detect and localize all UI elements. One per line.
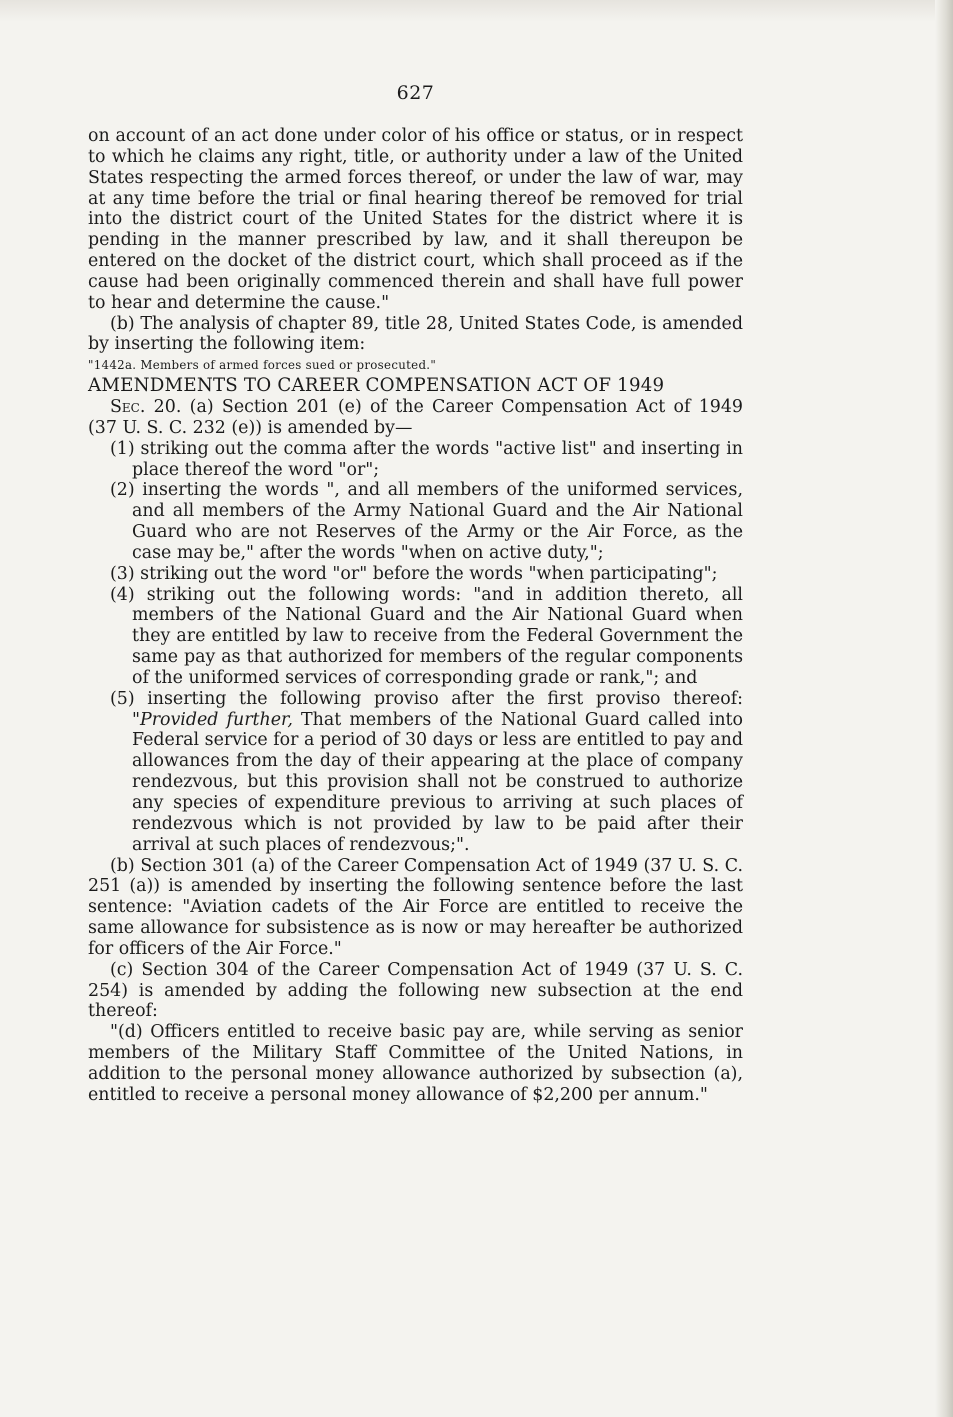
section-20-a-text: (a) Section 201 (e) of the Career Compensation Act of 1949 (37 U. S. C. 232 (e)) is amended by— [88,396,743,438]
statute-text [88,126,743,1106]
continuation-paragraph: on account of an act done under color of his office or status, or in respect to which he claims any right, title, or authority under a law of the United States respecting the armed forces thereof, or under the law of war, may at any time before the trial or final hearing thereof be removed for trial into the district court of the United States for the district where it is pending in the manner prescribed by law, and it shall thereupon be entered on the docket of the district court, which shall proceed as if the cause had been originally commenced therein and shall have full power to hear and determine the cause." [88,126,743,313]
clause-5-start: (5) inserting the following proviso after the first proviso thereof: " [110,688,743,730]
inserted-item-1442a: "1442a. Members of armed forces sued or prosecuted." [88,358,437,373]
binding-edge-shadow [935,0,953,1417]
clause-2: (2) inserting the words ", and all members of the uniformed services, and all members of the Army National Guard and the Air National Guard who are not Reserves of the Army or the Air Force, as the case may be," after the words "when on active duty,"; [110,480,743,563]
clause-5-provided-further: Provided further, [140,709,293,730]
clause-1: (1) striking out the comma after the words "active list" and inserting in place thereof the word "or"; [110,438,743,480]
paragraph-b-analysis: (b) The analysis of chapter 89, title 28, United States Code, is amended by inserting the following item: [88,313,743,355]
clause-5 [88,689,743,856]
section-20-a-intro [88,397,743,439]
clause-4: (4) striking out the following words: "and in addition thereto, all members of the National Guard and the Air National Guard when they are entitled by law to receive from the Federal Government the same pay as that authorized for members of the regular components of the uniformed services of corresponding grade or rank,"; and [110,584,743,688]
page-top-shadow [0,0,953,22]
clause-5-rest: That members of the National Guard called into Federal service for a period of 30 days or less are entitled to pay and allowances from the day of their appearing at the place of company rendezvous, but this provision shall not be construed to authorize any species of expenditure previous to arriving at such places of rendezvous which is not provided by law to be paid after their arrival at such places of rendezvous;". [132,709,743,855]
section-20-label: Sec. 20. [110,396,182,417]
page-number: 627 [396,82,435,104]
paragraph-c-section-304: (c) Section 304 of the Career Compensation Act of 1949 (37 U. S. C. 254) is amended by adding the following new subsection at the end thereof: [88,959,743,1022]
paragraph-b-section-301: (b) Section 301 (a) of the Career Compensation Act of 1949 (37 U. S. C. 251 (a)) is amended by inserting the following sentence before the last sentence: "Aviation cadets of the Air Force are entitled to receive the same allowance for subsistence as is now or may hereafter be authorized for officers of the Air Force." [88,855,743,959]
section-heading: AMENDMENTS TO CAREER COMPENSATION ACT OF 1949 [88,375,665,397]
paragraph-d-officers: "(d) Officers entitled to receive basic pay are, while serving as senior members of the Military Staff Committee of the United Nations, in addition to the personal money allowance authorized by subsection (a), entitled to receive a personal money allowance of $2,200 per annum." [88,1022,743,1105]
clause-3: (3) striking out the word "or" before the words "when participating"; [110,563,718,584]
